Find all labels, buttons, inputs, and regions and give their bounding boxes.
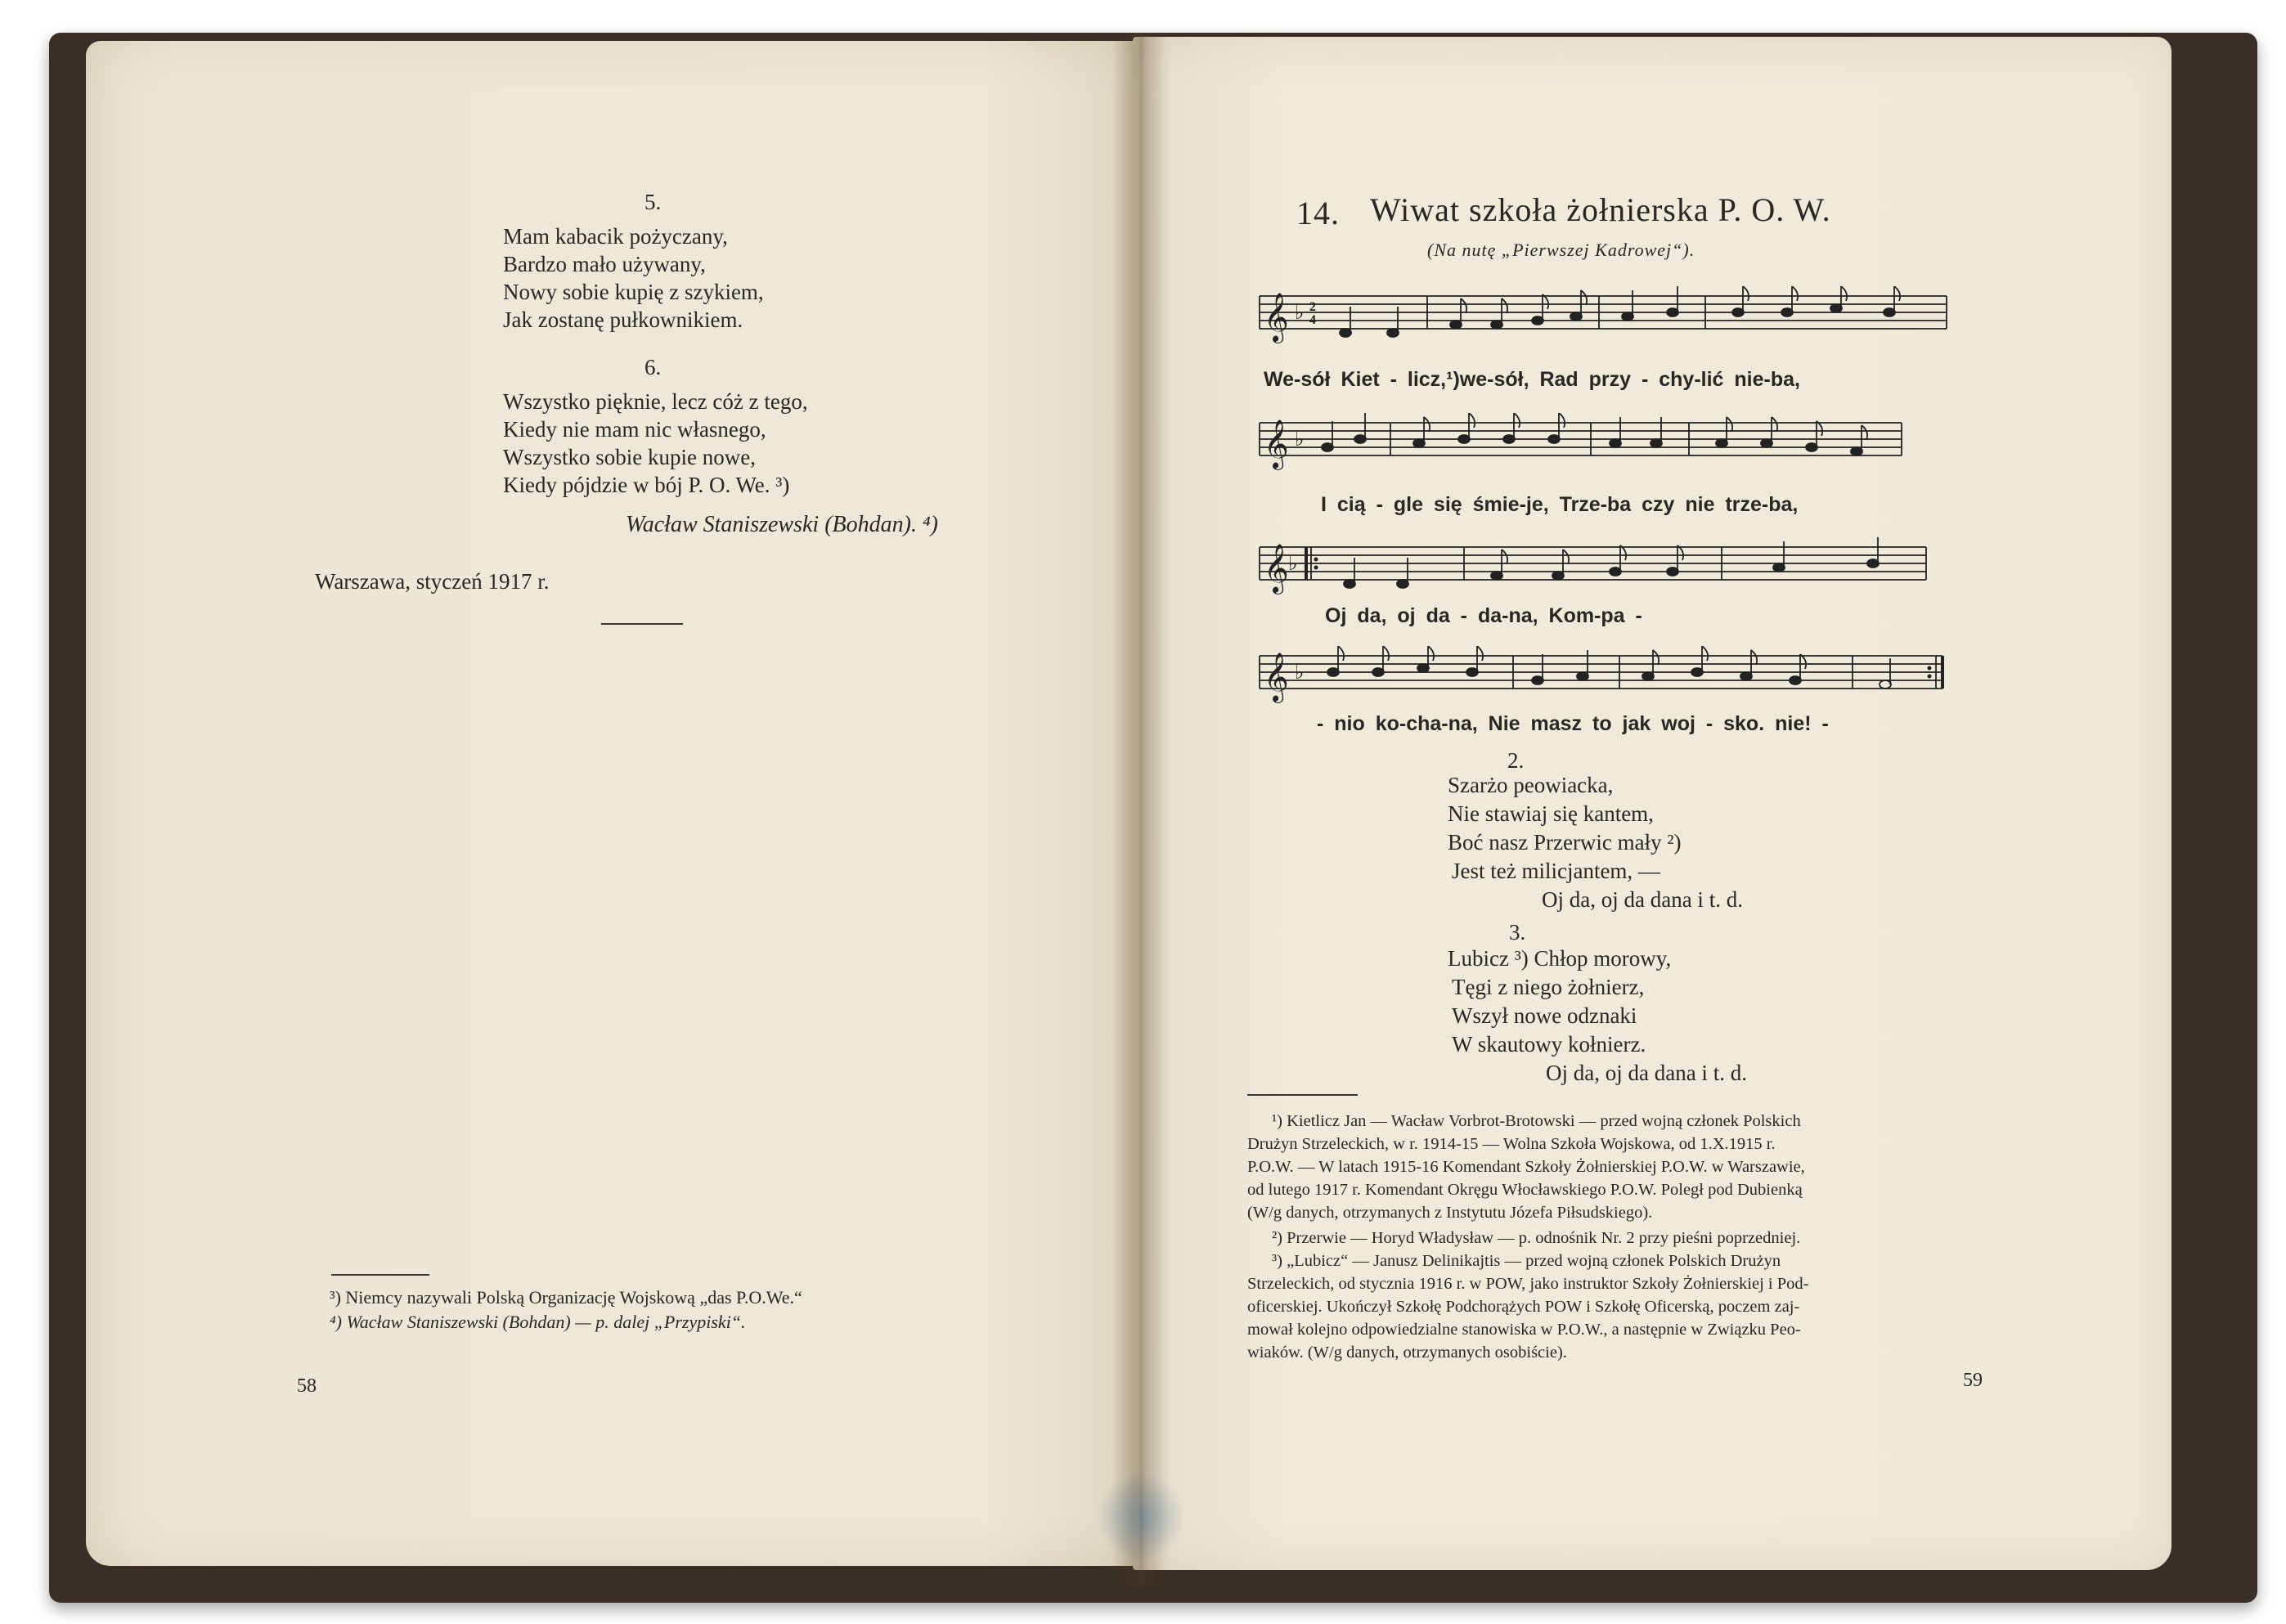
page-number: 59	[1963, 1370, 1983, 1391]
song-title: Wiwat szkoła żołnierska P. O. W.	[1370, 191, 1831, 228]
footnote: ⁴) Wacław Staniszewski (Bohdan) — p. dalej „Przypiski“.	[330, 1312, 746, 1332]
treble-clef-icon: 𝄞	[1264, 421, 1289, 468]
lyric-line: We-sół Kiet - licz,¹)we-sół, Rad przy - chy-lić nie-ba,	[1264, 368, 1800, 391]
verse6-line: Kiedy pójdzie w bój P. O. We. ³)	[503, 473, 790, 497]
footnote: Strzeleckich, od stycznia 1916 r. w POW, jako instruktor Szkoły Żołnierskiej i Pod-	[1247, 1275, 1809, 1293]
verse6-number: 6.	[644, 355, 662, 379]
verse3-refrain: Oj da, oj da dana i t. d.	[1546, 1061, 1747, 1085]
footnote-rule	[1247, 1094, 1358, 1096]
verse2-line: Jest też milicjantem, —	[1452, 859, 1660, 883]
verse5-number: 5.	[644, 190, 662, 214]
footnote: mował kolejno odpowiedzialne stanowiska w P.O.W., a następnie w Związku Peo-	[1247, 1321, 1801, 1339]
music-staff	[1255, 413, 1951, 478]
verse6-line: Kiedy nie mam nic własnego,	[503, 417, 766, 442]
svg-text:2: 2	[1309, 300, 1316, 314]
song-subtitle: (Na nutę „Pierwszej Kadrowej“).	[1427, 240, 1695, 260]
music-staff	[1255, 286, 1951, 352]
verse2-line: Boć nasz Przerwic mały ²)	[1448, 830, 1682, 855]
verse2-line: Szarżo peowiacka,	[1448, 773, 1614, 797]
verse5-line: Nowy sobie kupię z szykiem,	[503, 280, 764, 304]
footnote: oficerskiej. Ukończył Szkołę Podchorążych POW i Szkołę Oficerską, poczem zaj-	[1247, 1298, 1800, 1316]
place-date: Warszawa, styczeń 1917 r.	[315, 569, 550, 594]
left-page	[86, 41, 1141, 1566]
flat-icon: ♭	[1288, 554, 1298, 575]
music-staff	[1255, 646, 1951, 711]
verse3-line: Lubicz ³) Chłop morowy,	[1448, 946, 1672, 971]
lyric-line: Oj da, oj da - da-na, Kom-pa -	[1325, 604, 1642, 627]
verse3-line: W skautowy kołnierz.	[1452, 1032, 1646, 1056]
footnote: ³) Niemcy nazywali Polską Organizację Wojskową „das P.O.We.“	[330, 1287, 802, 1308]
treble-clef-icon: 𝄞	[1264, 545, 1289, 592]
footnote: ²) Przerwie — Horyd Władysław — p. odnośnik Nr. 2 przy pieśni poprzedniej.	[1272, 1229, 1801, 1247]
treble-clef-icon: 𝄞	[1264, 654, 1289, 701]
footnote: Drużyn Strzeleckich, w r. 1914-15 — Wolna Szkoła Wojskowa, od 1.X.1915 r.	[1247, 1135, 1776, 1153]
flat-icon: ♭	[1295, 429, 1305, 451]
music-staff	[1255, 537, 1951, 603]
verse2-refrain: Oj da, oj da dana i t. d.	[1542, 887, 1743, 912]
right-page	[1133, 37, 2171, 1570]
verse2-number: 2.	[1507, 748, 1525, 773]
verse3-number: 3.	[1509, 920, 1526, 944]
verse6-line: Wszystko pięknie, lecz cóż z tego,	[503, 389, 808, 414]
verse5-line: Mam kabacik pożyczany,	[503, 224, 728, 249]
verse3-line: Wszył nowe odznaki	[1452, 1003, 1637, 1028]
section-divider	[601, 623, 683, 625]
treble-clef-icon: 𝄞	[1264, 294, 1289, 341]
verse5-line: Jak zostanę pułkownikiem.	[503, 307, 743, 332]
verse5-line: Bardzo mało używany,	[503, 252, 706, 276]
lyric-line: I cią - gle się śmie-je, Trze-ba czy nie trze-ba,	[1321, 493, 1799, 516]
page-number: 58	[297, 1375, 317, 1397]
footnote: (W/g danych, otrzymanych z Instytutu Józefa Piłsudskiego).	[1247, 1204, 1653, 1222]
verse2-line: Nie stawiaj się kantem,	[1448, 801, 1654, 826]
flat-icon: ♭	[1295, 303, 1305, 324]
footnote: P.O.W. — W latach 1915-16 Komendant Szkoły Żołnierskiej P.O.W. w Warszawie,	[1247, 1158, 1805, 1176]
svg-text:4: 4	[1309, 313, 1316, 327]
flat-icon: ♭	[1295, 662, 1305, 684]
song-number: 14.	[1296, 195, 1340, 231]
footnote-rule	[331, 1274, 429, 1276]
verse3-line: Tęgi z niego żołnierz,	[1452, 975, 1645, 999]
footnote: ³) „Lubicz“ — Janusz Delinikajtis — przed wojną członek Polskich Drużyn	[1272, 1252, 1781, 1270]
verse6-line: Wszystko sobie kupie nowe,	[503, 445, 756, 469]
signature: Wacław Staniszewski (Bohdan). ⁴)	[626, 512, 939, 537]
lyric-line: - nio ko-cha-na, Nie masz to jak woj - sko. nie! -	[1317, 712, 1829, 735]
footnote: ¹) Kietlicz Jan — Wacław Vorbrot-Brotowski — przed wojną członek Polskich	[1272, 1112, 1801, 1130]
ink-stain	[1096, 1472, 1186, 1562]
footnote: wiaków. (W/g danych, otrzymanych osobiście).	[1247, 1344, 1567, 1362]
footnote: od lutego 1917 r. Komendant Okręgu Włocławskiego P.O.W. Poległ pod Dubienką	[1247, 1181, 1803, 1199]
